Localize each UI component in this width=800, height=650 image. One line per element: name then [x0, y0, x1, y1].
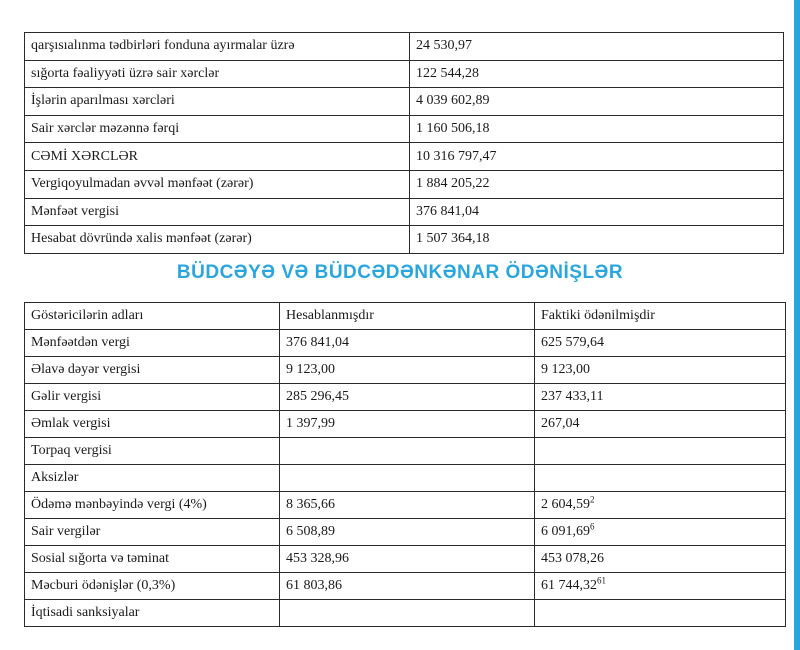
calculated-cell [280, 600, 535, 627]
table-row [25, 438, 786, 465]
table-row [25, 492, 786, 519]
calculated-cell: 453 328,96 [280, 546, 535, 573]
header-cell-paid: Faktiki ödənilmişdir [535, 303, 786, 330]
calculated-cell [280, 438, 535, 465]
row-label: Sair xərclər məzənnə fərqi [25, 115, 410, 143]
paid-value: 9 123,00 [541, 362, 590, 377]
calculated-cell: 61 803,86 [280, 573, 535, 600]
header-cell-calculated: Hesablanmışdır [280, 303, 535, 330]
section-title: BÜDCƏYƏ VƏ BÜDCƏDƏNKƏNAR ÖDƏNİŞLƏR [176, 262, 624, 283]
paid-value: 2 604,59 [541, 497, 590, 512]
table-row [25, 600, 786, 627]
row-value: 122 544,28 [410, 60, 784, 88]
row-value: 4 039 602,89 [410, 88, 784, 116]
row-value: 10 316 797,47 [410, 143, 784, 171]
paid-cell [535, 573, 786, 600]
calculated-cell: 376 841,04 [280, 330, 535, 357]
row-value: 1 507 364,18 [410, 226, 784, 254]
paid-superscript: 6 [590, 521, 595, 532]
row-value: 24 530,97 [410, 33, 784, 61]
table-row [25, 170, 784, 198]
paid-cell [535, 384, 786, 411]
paid-value: 625 579,64 [541, 335, 604, 350]
table-row [25, 519, 786, 546]
table-row [25, 143, 784, 171]
paid-cell [535, 519, 786, 546]
calculated-cell: 9 123,00 [280, 357, 535, 384]
tax-name-cell: Əmlak vergisi [25, 411, 280, 438]
table-row [25, 411, 786, 438]
tax-name-cell: Sair vergilər [25, 519, 280, 546]
calculated-cell: 8 365,66 [280, 492, 535, 519]
tax-name-cell: İqtisadi sanksiyalar [25, 600, 280, 627]
table-row [25, 546, 786, 573]
summary-table [24, 32, 784, 254]
row-label: CƏMİ XƏRCLƏR [25, 143, 410, 171]
paid-value: 237 433,11 [541, 389, 604, 404]
tax-name-cell: Mənfəətdən vergi [25, 330, 280, 357]
paid-value: 267,04 [541, 416, 580, 431]
tax-name-cell: Ödəmə mənbəyində vergi (4%) [25, 492, 280, 519]
row-label: sığorta fəaliyyəti üzrə sair xərclər [25, 60, 410, 88]
table-row [25, 384, 786, 411]
table-row [25, 198, 784, 226]
budget-payments-table [24, 302, 786, 627]
row-label: Vergiqoyulmadan əvvəl mənfəət (zərər) [25, 170, 410, 198]
paid-cell [535, 411, 786, 438]
table-header-row [25, 303, 786, 330]
table-row [25, 357, 786, 384]
row-label: Hesabat dövründə xalis mənfəət (zərər) [25, 226, 410, 254]
paid-value: 61 744,32 [541, 578, 597, 593]
paid-cell [535, 600, 786, 627]
tax-name-cell: Gəlir vergisi [25, 384, 280, 411]
table-row [25, 573, 786, 600]
row-value: 376 841,04 [410, 198, 784, 226]
table-row [25, 226, 784, 254]
calculated-cell [280, 465, 535, 492]
paid-cell [535, 357, 786, 384]
paid-superscript: 2 [590, 494, 595, 505]
table-row [25, 115, 784, 143]
paid-cell [535, 438, 786, 465]
table-row [25, 88, 784, 116]
tax-name-cell: Sosial sığorta və təminat [25, 546, 280, 573]
row-value: 1 884 205,22 [410, 170, 784, 198]
calculated-cell: 285 296,45 [280, 384, 535, 411]
row-label: qarşısıalınma tədbirləri fonduna ayırmalar üzrə [25, 33, 410, 61]
calculated-cell: 1 397,99 [280, 411, 535, 438]
tax-name-cell: Aksizlər [25, 465, 280, 492]
table-row [25, 465, 786, 492]
row-value: 1 160 506,18 [410, 115, 784, 143]
calculated-cell: 6 508,89 [280, 519, 535, 546]
row-label: Mənfəət vergisi [25, 198, 410, 226]
paid-cell [535, 546, 786, 573]
table-row [25, 33, 784, 61]
tax-name-cell: Torpaq vergisi [25, 438, 280, 465]
header-cell-name: Göstəricilərin adları [25, 303, 280, 330]
table-row [25, 330, 786, 357]
row-label: İşlərin aparılması xərcləri [25, 88, 410, 116]
tax-name-cell: Əlavə dəyər vergisi [25, 357, 280, 384]
table-row [25, 60, 784, 88]
paid-cell [535, 465, 786, 492]
paid-superscript: 61 [597, 575, 606, 586]
edge-accent-bar [794, 0, 800, 650]
tax-name-cell: Məcburi ödənişlər (0,3%) [25, 573, 280, 600]
paid-cell [535, 330, 786, 357]
paid-cell [535, 492, 786, 519]
paid-value: 6 091,69 [541, 524, 590, 539]
paid-value: 453 078,26 [541, 551, 604, 566]
